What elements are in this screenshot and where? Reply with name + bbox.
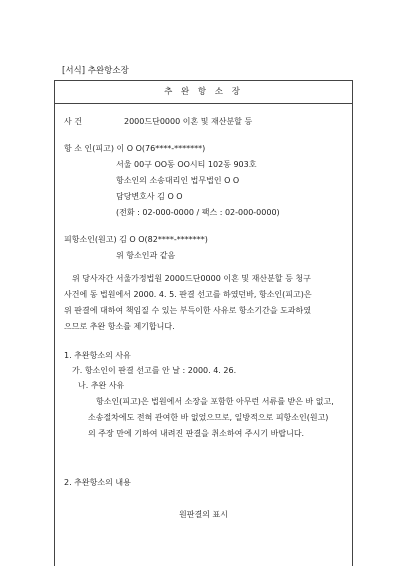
form-label: [서식] 추완항소장 [62,66,129,76]
section1-item-ga: 가. 항소인이 판결 선고를 안 날 : 2000. 4. 26. [72,366,237,375]
appellant-label: 항 소 인(피고) 이 O O(76****-*******) [64,144,206,153]
section1-na-line: 소송절차에도 전혀 관여한 바 없었으므로, 일방적으로 피항소인(원고) [88,413,329,422]
appellee-label: 피항소인(원고) 김 O O(82****-*******) [64,235,208,244]
appellant-lawyer: 담당변호사 김 O O [116,192,183,201]
appellant-address: 서울 00구 OO동 OO시티 102동 903호 [116,160,257,169]
title-rule [54,103,353,104]
section1-na-line: 항소인(피고)은 법원에서 소장을 포함한 아무런 서류를 받은 바 없고, [96,397,334,406]
top-rule [54,80,353,81]
appellant-contact: (전화 : 02-000-0000 / 팩스 : 02-000-0000) [116,208,280,217]
document-title: 추 완 항 소 장 [164,87,243,97]
body-line: 위 당사자간 서울가정법원 2000드단0000 이혼 및 재산분할 등 청구 [72,274,311,283]
section2-sub: 원판결의 표시 [179,510,228,519]
case-value: 2000드단0000 이혼 및 재산분할 등 [124,117,253,126]
body-line: 사건에 동 법원에서 2000. 4. 5. 판결 선고를 하였던바, 항소인(피고)은 [64,290,312,299]
section1-item-na: 나. 추완 사유 [78,381,125,390]
section2-heading: 2. 추완항소의 내용 [64,478,131,487]
case-label: 사 건 [64,117,82,126]
body-line: 위 판결에 대하여 책임질 수 있는 부득이한 사유로 항소기간을 도과하였 [64,306,311,315]
appellant-attorney: 항소인의 소송대리인 법무법인 O O [116,176,240,185]
appellee-address: 위 항소인과 같음 [116,251,176,260]
body-line: 으므로 추완 항소를 제기합니다. [64,322,175,331]
section1-na-line: 의 주장 만에 기하여 내려진 판결을 취소하여 주시기 바랍니다. [88,429,305,438]
section1-heading: 1. 추완항소의 사유 [64,351,131,360]
